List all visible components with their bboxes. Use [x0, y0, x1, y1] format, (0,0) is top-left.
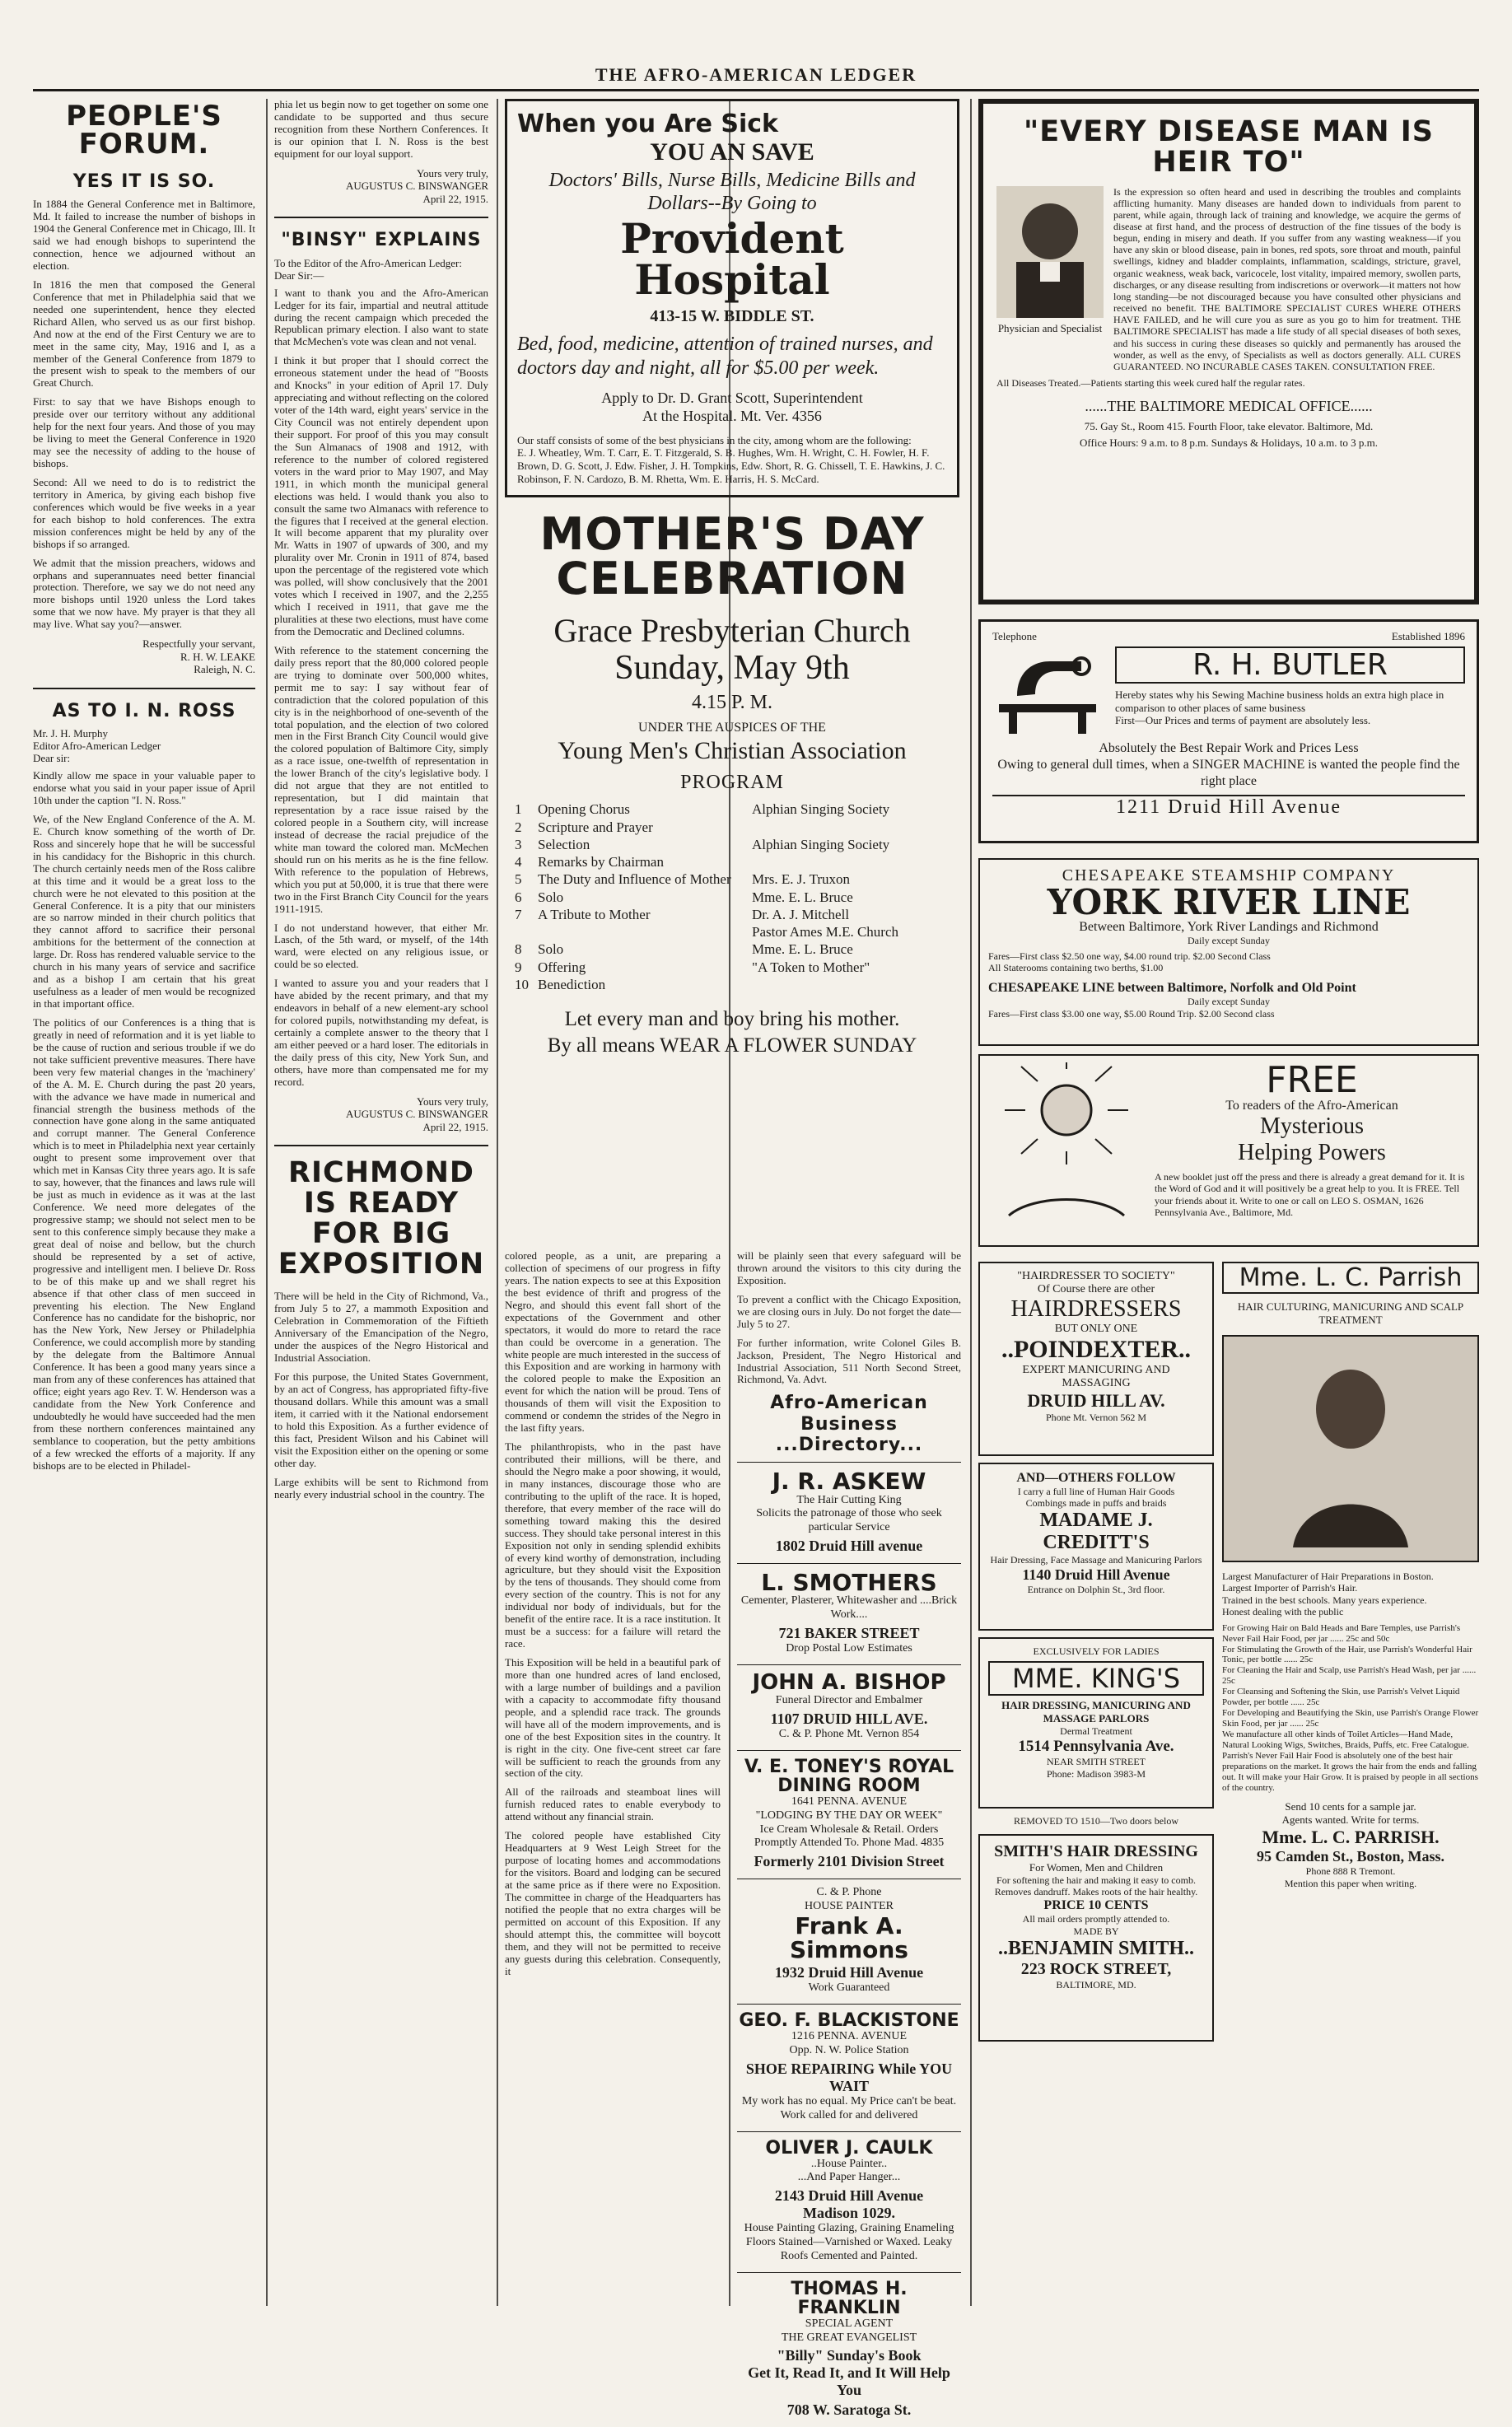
physician-label: Physician and Specialist — [997, 321, 1103, 334]
hospital-address: 413-15 W. BIDDLE ST. — [650, 307, 814, 326]
creditt-entrance: Entrance on Dolphin St., 3rd floor. — [1027, 1583, 1165, 1595]
signature: Respectfully your servant, R. H. W. LEAKE Raleigh, N. C. — [142, 637, 255, 676]
paragraph: We admit that the mission preachers, widows and orphans and superannuates need better financial protection. Therefore, we say we do not need any more bishops until 1920 unless the Lord takes some that we now have. My prayer is that they all may live. What say you?—answer. — [33, 556, 255, 631]
creditt-heading: AND—OTHERS FOLLOW — [1016, 1471, 1176, 1485]
york-river-line: YORK RIVER LINE — [1047, 882, 1411, 922]
directory-item: C. & P. Phone HOUSE PAINTER Frank A. Simmons 1932 Druid Hill Avenue Work Guaranteed — [737, 1879, 961, 2004]
smith-text: For softening the hair and making it easy to comb. Removes dandruff. Makes roots of the hair healthy. — [994, 1874, 1198, 1898]
medical-ad-footer: All Diseases Treated.—Patients starting this week cured half the regular rates. — [996, 377, 1305, 389]
free-title: FREE — [1266, 1059, 1358, 1101]
program-row: 4 Remarks by Chairman — [515, 854, 664, 870]
hospital-apply: Apply to Dr. D. Grant Scott, Superintendent At the Hospital. Mt. Ver. 4356 — [601, 389, 863, 425]
parrish-name: Mme. L. C. PARRISH. — [1262, 1827, 1440, 1848]
program-row: 5 The Duty and Influence of Mother Mrs. E. J. Truxon — [515, 871, 851, 888]
church-name: Grace Presbyterian Church — [553, 612, 911, 650]
program-footer: By all means WEAR A FLOWER SUNDAY — [547, 1034, 917, 1057]
smith-city: BALTIMORE, MD. — [1056, 1978, 1136, 1991]
auspices-line: UNDER THE AUSPICES OF THE — [638, 721, 826, 735]
poindexter-name: ..POINDEXTER.. — [1001, 1336, 1192, 1363]
right-ads-column — [978, 99, 1479, 2306]
creditt-services: Hair Dressing, Face Massage and Manicuring Parlors — [990, 1553, 1202, 1566]
medical-ad-title: "EVERY DISEASE MAN IS HEIR TO" — [1024, 115, 1434, 179]
king-near: NEAR SMITH STREET — [1047, 1756, 1146, 1767]
king-services: HAIR DRESSING, MANICURING AND MASSAGE PARLORS — [1001, 1699, 1191, 1725]
paragraph: will be plainly seen that every safeguard will be thrown around the visitors to this city during the Exposition. — [737, 1249, 961, 1286]
parrish-ad — [1222, 1255, 1479, 2048]
smith-ad — [978, 1834, 1214, 2042]
column-rule — [266, 99, 268, 2306]
signature: Yours very truly, AUGUSTUS C. BINSWANGER April 22, 1915. — [346, 166, 488, 205]
hospital-ad — [505, 99, 959, 497]
paragraph: The colored people have established City Headquarters at 9 West Leigh Street for the purpose of locating homes and accommodations for the visitors. Board and lodging can be secured at the same price as if there were no Exposition. The committee in charge of the Headquarters has notified the people that no extra charges will be permitted on account of this Exposition. If any should attempt this, the committee will boycott them, and they will not be permitted to receive any guests during this celebration. Consequently, it — [505, 1829, 721, 1977]
poindexter-subtitle: Of Course there are other — [1037, 1283, 1155, 1295]
steamship-company: CHESAPEAKE STEAMSHIP COMPANY — [1062, 866, 1396, 884]
hospital-line: When you Are Sick — [517, 110, 778, 138]
peoples-forum-heading: PEOPLE'S FORUM. — [66, 100, 222, 161]
removed-note: REMOVED TO 1510—Two doors below — [1013, 1815, 1179, 1827]
program-heading: PROGRAM — [680, 772, 784, 794]
hairdresser-ads — [978, 1255, 1214, 2048]
hospital-name: Provident Hospital — [620, 214, 844, 305]
chesapeake-line: CHESAPEAKE LINE between Baltimore, Norfolk and Old Point — [988, 980, 1356, 995]
established-label: Established 1896 — [1391, 630, 1465, 642]
medical-office-hours: Office Hours: 9 a.m. to 8 p.m. Sundays & Holidays, 10 a.m. to 3 p.m. — [1080, 436, 1378, 449]
article-heading: YES IT IS SO. — [72, 171, 216, 192]
program-row: 7 A Tribute to Mother Dr. A. J. Mitchell Pastor Ames M.E. Church — [515, 906, 899, 940]
paragraph: This Exposition will be held in a beautiful park of more than one hundred acres of land enclosed, with a large number of buildings and a pavilion with a capacity to accommodate fifty thousand people, and a splendid race track. The grounds will have all of the modern improvements, and is one of the best Exposition sites in the country. It is right in the city. One five-cent street car fare will be sufficient to reach the grounds from any section of the city. — [505, 1656, 721, 1780]
smith-price: PRICE 10 CENTS — [1043, 1897, 1149, 1912]
directory-item: L. SMOTHERS Cementer, Plasterer, Whitewasher and ....Brick Work.... 721 BAKER STREET Drop Postal Low Estimates — [737, 1563, 961, 1664]
hospital-line: Doctors' Bills, Nurse Bills, Medicine Bills and Dollars--By Going to — [548, 170, 916, 214]
butler-slogan: Absolutely the Best Repair Work and Prices Less Owing to general dull times, when a SINGER MACHINE is wanted the people find the right place — [997, 741, 1460, 788]
chesapeake-fares: Fares—First class $3.00 one way, $5.00 Round Trip. $2.00 Second class — [988, 1007, 1275, 1020]
parrish-send: Send 10 cents for a sample jar. — [1285, 1800, 1416, 1813]
directory-item: V. E. TONEY'S ROYAL DINING ROOM 1641 PENNA. AVENUE "LODGING BY THE DAY OR WEEK" Ice Cream Wholesale & Retail. Orders Promptly Attended To. Phone Mad. 4835 Formerly 2101 Division Street — [737, 1750, 961, 1879]
paragraph: I think it but proper that I should correct the erroneous statement under the head of "Boosts and Knocks" in your edition of April 17. Duly appreciating and without reflecting on the colored voter of the 14th ward, eight years' service in the City Council was not entirely dependent upon their support. For proof of this you may consult the Sun Almanacs of 1908 and 1912, with reference to the number of colored registered voters in the ward prior to May 1907, and May 1911, in which month the municipal general elections was held. I would thank you also to consult the same two Almanacs with reference to the figures that I received at the general election. It will become apparent that my plurality over Mr. Watts in 1907 of upwards of 300, and my plurality over Mr. Cronin in 1911 of 874, based upon the percentage of the registered vote which was polled, will show conclusively that the 2001 votes which I received in 1907, and the 2,255 which I received in 1911, that gave me the pluralities at these two elections, must have come from the Democratic and Declined columns. — [274, 354, 488, 637]
article-heading: RICHMOND IS READY FOR BIG EXPOSITION — [278, 1156, 485, 1281]
creditt-address: 1140 Druid Hill Avenue — [1022, 1566, 1170, 1583]
directory-item: GEO. F. BLACKISTONE 1216 PENNA. AVENUE Opp. N. W. Police Station SHOE REPAIRING While YOU WAIT My work has no equal. My Price can't be beat. Work called for and delivered — [737, 2004, 961, 2131]
parrish-agents: Agents wanted. Write for terms. — [1281, 1813, 1420, 1827]
king-ad — [978, 1637, 1214, 1809]
address-block: To the Editor of the Afro-American Ledger: Dear Sir:— — [274, 256, 462, 282]
parrish-text: Largest Manufacturer of Hair Preparations in Boston. Largest Importer of Parrish's Hair. Trained in the best schools. Many years experience. Honest dealing with the public — [1222, 1571, 1434, 1618]
smith-mail: All mail orders promptly attended to. — [1022, 1912, 1170, 1925]
paragraph: We, of the New England Conference of the A. M. E. Church know something of the worth of Dr. Ross and sincerely hope that he will be successful in his candidacy for the Bishopric in this church. The church certainly needs men of the Ross calibre at this time and it would be a great loss to the church were he not elevated to this position at the General Conference. It is a pity that our ministers are so narrow minded in their church politics that they cannot afford to sacrifice their personal ambitions for the betterment of the connection at large. Dr. Ross has rendered valuable service to the church in his many years of service and sacrifice and as a bishop I am certain that his great usefulness as a leader of men would be recognized in that important office. — [33, 812, 255, 1010]
creditt-name: MADAME J. CREDITT'S — [1039, 1509, 1153, 1553]
parrish-title: Mme. L. C. Parrish — [1222, 1262, 1479, 1294]
medical-ad-text: Is the expression so often heard and used in describing the troubles and complaints afflicting humanity. Many diseases are handed down to individuals from parent to parent, while again, through lack of training and knowledge, we acquire the germs of disease at first hand, and the process of destruction of the fine tissues of the body is begun, ending in misery and death. If you suffer from any wasting weakness—if you have any skin or blood disease, pain in bones, red spots, sore throat and mouth, painful swellings, kidney and bladder complaints, inflammation, scaldings, stricture, gravel, organic weakness, weak back, varicocele, lost vitality, impaired memory, swollen parts, discharges, or any disease resulting from indiscretions or overwork—it matters not how long standing—be not discouraged because you have consulted other physicians and received no benefit. THE BALTIMORE SPECIALIST CURES WHERE OTHERS HAVE FAILED, and he will cure you as sure as you go to him for treatment. THE BALTIMORE SPECIALIST has made a life study of all special diseases of both sexes, and his success in curing these diseases so quickly and permanently has aroused the wonder, as well as the envy, of Specialists as well as doctors generally. ALL CURES GUARANTEED. NO INCURABLE CASES TAKEN. CONSULTATION FREE. — [1113, 185, 1461, 372]
smith-made-by: MADE BY — [1073, 1925, 1119, 1937]
poindexter-title: "HAIRDRESSER TO SOCIETY" — [1017, 1270, 1175, 1282]
hospital-line: YOU AN SAVE — [650, 138, 814, 166]
paragraph: I do not understand however, that either Mr. Lasch, of the 5th ward, or myself, of the 14th ward, were elected on any religious issue, or could be so elected. — [274, 921, 488, 971]
steamship-ad — [978, 858, 1479, 1046]
medical-office-address: 75. Gay St., Room 415. Fourth Floor, take elevator. Baltimore, Md. — [1084, 420, 1374, 432]
second-column — [274, 99, 488, 2306]
religious-sunburst-icon — [988, 1062, 1145, 1230]
article-heading: "BINSY" EXPLAINS — [281, 230, 482, 251]
smith-title: SMITH'S HAIR DRESSING — [994, 1842, 1198, 1860]
mothers-day-title: MOTHER'S DAY CELEBRATION — [539, 508, 925, 605]
paragraph: I want to thank you and the Afro-American Ledger for its fair, impartial and neutral attitude during the recent campaign which preceded the Republican primary election. I also want to state that McMechen's vote was clean and not venal. — [274, 286, 488, 348]
king-phone: Phone: Madison 3983-M — [1047, 1768, 1146, 1780]
program-row: 2 Scripture and Prayer — [515, 819, 653, 835]
address-block: Mr. J. H. Murphy Editor Afro-American Ledger Dear sir: — [33, 727, 161, 765]
smith-address: 223 ROCK STREET, — [1020, 1959, 1172, 1978]
king-treatment: Dermal Treatment — [1060, 1725, 1132, 1737]
woman-portrait-icon — [1276, 1350, 1425, 1547]
program-row: 9 Offering "A Token to Mother" — [515, 959, 870, 975]
masthead: THE AFRO-AMERICAN LEDGER — [33, 64, 1479, 91]
hospital-staff: Our staff consists of some of the best physicians in the city, among whom are the following: E. J. Wheatley, Wm. T. Carr, E. T. Fitzgerald, S. B. Hughes, Wm. H. Wright, C. H. Fowler, H. F. Brown, D. G. Scott, J. Edw. Fisher, J. H. Tompkins, Edw. Short, R. G. Chissell, T. E. Hawkins, J. C. Robinson, F. N. Cardozo, B. M. Rhetta, Wm. E. Harris, H. S. McCard. — [517, 433, 945, 485]
poindexter-phone: Phone Mt. Vernon 562 M — [1045, 1412, 1147, 1423]
parrish-photo — [1222, 1335, 1479, 1562]
column-rule — [970, 99, 972, 2306]
butler-address: 1211 Druid Hill Avenue — [992, 795, 1465, 819]
poindexter-heading: HAIRDRESSERS — [1010, 1296, 1182, 1322]
parrish-address: 95 Camden St., Boston, Mass. — [1256, 1848, 1445, 1865]
butler-text: Hereby states why his Sewing Machine business holds an extra high place in comparison to other places of same business First—Our Prices and terms of payment are absolutely less. — [1115, 688, 1444, 727]
directory-item: JOHN A. BISHOP Funeral Director and Embalmer 1107 DRUID HILL AVE. C. & P. Phone Mt. Vernon 854 — [737, 1664, 961, 1750]
free-booklet-ad — [978, 1054, 1479, 1247]
poindexter-address: DRUID HILL AV. — [1027, 1390, 1165, 1411]
butler-name: R. H. BUTLER — [1115, 646, 1465, 684]
event-date: Sunday, May 9th — [614, 649, 850, 688]
free-subtitle: To readers of the Afro-American — [1225, 1099, 1398, 1113]
medical-ad — [978, 99, 1479, 604]
program-row: 6 Solo Mme. E. L. Bruce — [515, 889, 853, 905]
ymca-name: Young Men's Christian Association — [558, 737, 907, 765]
creditt-ad — [978, 1463, 1214, 1631]
creditt-text: I carry a full line of Human Hair Goods Combings made in puffs and braids — [1017, 1486, 1175, 1510]
king-address: 1514 Pennsylvania Ave. — [1018, 1738, 1174, 1755]
paragraph: phia let us begin now to get together on some one candidate to be supported and thus secure recognition from these Northern Conferences. It is our opinion that I. N. Ross is the best equipment for our loyal support. — [274, 98, 488, 160]
paragraph: All of the railroads and steamboat lines will furnish reduced rates to enable everybody to attend without any financial strain. — [505, 1785, 721, 1823]
paragraph: I wanted to assure you and your readers that I have abided by the recent primary, and that my endeavors in behalf of a new element-ary school for colored pupils, notwithstanding my defeat, is certainly a complete answer to the theory that I am either peeved or a hard loser. The editorials in the daily press of this city, New York Sun, and others, have more than compensated me for my record. — [274, 977, 488, 1088]
free-helping-powers: Helping Powers — [1238, 1140, 1386, 1165]
york-fares: Fares—First class $2.50 one way, $4.00 round trip. $2.00 Second Class All Staterooms containing two berths, $1.00 — [988, 950, 1271, 974]
king-top: EXCLUSIVELY FOR LADIES — [1033, 1645, 1160, 1657]
program-row: 1 Opening Chorus Alphian Singing Society — [515, 801, 890, 818]
paragraph: For further information, write Colonel Giles B. Jackson, President, The Negro Historical and Industrial Association, 511 North Second Street, Richmond, Va. Advt. — [737, 1336, 961, 1386]
paragraph: The politics of our Conferences is a thing that is greatly in need of reformation and it is yet liable to be the cause of ruction and serious trouble if we do not take sufficient preventive measures. There have been very few material changes in the 'machinery' of the A. M. E. Church during the past 20 years, with the advance we have made in numerical and financial strength the business methods of the connection have gone along in the same antiquated and corrupt manner. The General Conference which is to meet in Philadelphia next year certainly ought to present some improvement over that which met in Kansas City three years ago. It is safe to say, however, that the finances and laws rule will be just as much in evidence as it was at the last Conference. We need more delegates of the progressive stamp; we should not select men to be sent to this conference simply because they make a great deal of noise and bellow, but the church should be represented by a set of active, progressive and intelligent men. I believe Dr. Ross to be of this make up and we shall regret his absence if that other class of men succeed in preventing his election. The New England Conference has no candidate for the bishopric, nor has the New York, New Jersey or Philadelphia Conference, we could accomplish more by standing by the delegate from the Baltimore Annual Conference. It has been a good many years since a man from any of these conferences has attained that office; eight years ago Rev. T. W. Henderson was a candidate from the New York Conference and undoubtedly he would have succeeded had the men from these northern conferences maintained any semblance to cooperation, but the petty ambitions of a few wrecked the efforts of a majority. If any bishops are to be elected in Philadel- — [33, 1015, 255, 1472]
parrish-subtitle: HAIR CULTURING, MANICURING AND SCALP TREATMENT — [1237, 1300, 1464, 1326]
program-row: 8 Solo Mme. E. L. Bruce — [515, 941, 853, 958]
peoples-forum-column — [33, 99, 255, 2306]
smith-name: ..BENJAMIN SMITH.. — [997, 1937, 1195, 1959]
mothers-day-program — [505, 508, 959, 1057]
telephone-label: Telephone — [992, 630, 1037, 642]
directory-item: OLIVER J. CAULK ..House Painter.. ...And Paper Hanger... 2143 Druid Hill Avenue Madison 1029. House Painting Glazing, Graining Enameling Floors Stained—Varnished or Waxed. Leaky Roofs Cemented and Painted. — [737, 2131, 961, 2272]
york-route: Between Baltimore, York River Landings and Richmond — [1079, 920, 1379, 934]
program-list — [515, 800, 950, 993]
program-row: 3 Selection Alphian Singing Society — [515, 836, 890, 852]
paragraph: To prevent a conflict with the Chicago Exposition, we are closing ours in July. Do not forget the date—July 5 to 27. — [737, 1292, 961, 1330]
center-ads — [505, 99, 959, 1244]
program-footer: Let every man and boy bring his mother. — [564, 1008, 900, 1031]
medical-office: ......THE BALTIMORE MEDICAL OFFICE...... — [1085, 398, 1373, 414]
paragraph: There will be held in the City of Richmond, Va., from July 5 to 27, a mammoth Exposition and Celebration in Commemoration of the Fiftieth Anniversary of the Emancipation of the Negro, under the auspices of the Negro Historical and Industrial Association. — [274, 1290, 488, 1365]
paragraph: For this purpose, the United States Government, by an act of Congress, has appropriated fifty-five thousand dollars. While this amount was a small item, it carried with it the National endorsement to hold this Exposition. As a further evidence of this fact, President Wilson and his Cabinet will visit the Exposition either on the opening or some other day. — [274, 1370, 488, 1469]
paragraph: The philanthropists, who in the past have contributed their millions, will be there, and should the Negro make a poor showing, it would, in many instances, discourage those who are contributing to the uplift of the race. It is hoped, therefore, that every member of the race will do something toward making this the desired success. They should take personal interest in this Exposition not only in sending splendid exhibits of every kind worthy of demonstration, including agriculture, but they should visit the Exposition by the tens of thousands. They should come from every section of the country. This is not for any individual nor body of individuals, but for the benefit of the entire race. It is a race institution. It must be a success: for a failure will retard the race. — [505, 1440, 721, 1650]
signature: Yours very truly, AUGUSTUS C. BINSWANGER April 22, 1915. — [346, 1094, 488, 1133]
parrish-note: Mention this paper when writing. — [1284, 1878, 1417, 1890]
physician-portrait-icon — [996, 186, 1104, 318]
free-text: A new booklet just off the press and there is already a great demand for it. It is the Word of God and it will positively be a great help to you. It is FREE. Tell your friends about it. Write to one or call on LEO S. OSMAN, 1626 Pennsylvania Ave., Baltimore, Md. — [1155, 1171, 1465, 1219]
column-rule — [497, 99, 498, 2306]
directory-item: J. R. ASKEW The Hair Cutting King Solicits the patronage of those who seek particular Service 1802 Druid Hill avenue — [737, 1462, 961, 1563]
king-name: MME. KING'S — [988, 1661, 1204, 1696]
smith-subtitle: For Women, Men and Children — [1029, 1861, 1164, 1874]
directory-item: THOMAS H. FRANKLIN SPECIAL AGENT THE GREAT EVANGELIST "Billy" Sunday's Book Get It, Read It, and It Will Help You 708 W. Saratoga St. — [737, 2272, 961, 2427]
event-time: 4.15 P. M. — [691, 692, 773, 714]
paragraph: Kindly allow me space in your valuable paper to endorse what you said in your paper issue of April 10th under the caption "I. N. Ross." — [33, 769, 255, 806]
paragraph: Large exhibits will be sent to Richmond from nearly every industrial school in the country. The — [274, 1475, 488, 1501]
chesapeake-daily: Daily except Sunday — [1188, 995, 1270, 1007]
paragraph: First: to say that we have Bishops enough to preside over our territory without any additional help for the next four years. And those of you may be living to meet the General Conference in 1920 may see the necessity of adding to the house of bishops. — [33, 395, 255, 470]
paragraph: colored people, as a unit, are preparing a collection of specimens of our progress in fifty years. The nation expects to see at this Exposition the best evidence of thrift and progress of the Negro, and should this event fall short of the expectations of the Government and other spectators, it would do more to retard the race than could be overcome in a generation. The white people are much interested in the success of this Exposition and are working in harmony with the colored people to make the Exposition an event for which the nation will be proud. Tens of thousands of them will visit the Exposition to commend or condemn the strides of the Negro in the last fifty years. — [505, 1249, 721, 1435]
article-heading: AS TO I. N. ROSS — [52, 701, 236, 722]
poindexter-services: EXPERT MANICURING AND MASSAGING — [1022, 1364, 1170, 1389]
physician-portrait — [996, 186, 1104, 373]
third-column — [505, 1250, 721, 2304]
poindexter-ad — [978, 1262, 1214, 1456]
paragraph: Second: All we need to do is to redistrict the territory in America, by giving each bishop five conferences which would be five weeks in a year for each bishop to hold conferences. The extra mission conferences might be held by any of the bishops if so arranged. — [33, 475, 255, 550]
poindexter-note: BUT ONLY ONE — [1054, 1323, 1138, 1335]
directory-title: Afro-American Business ...Directory... — [770, 1393, 928, 1455]
parrish-phone: Phone 888 R Tremont. — [1305, 1865, 1396, 1878]
free-mysterious: Mysterious — [1260, 1113, 1364, 1139]
paragraph: With reference to the statement concerning the daily press report that the 80,000 colored people are trying to dominate over 500,000 whites, permit me to say: I say without fear of contradiction that the colored population of this city is in the neighborhood of one-seventh of the total population, and the election of two colored men in the First Branch City Council would give the colored population of Baltimore City, simply as a race issue, one-twelfth of representation in the lower Branch of the city's legislative body. I did not argue that they are not entitled to representation, but I did maintain that representation by a race issue raised by the colored people in a Southern city, will increase instead of decrease the racial prejudice of the white man toward the colored man. McMechen should run on his merits as he is the fine fellow. With reference to the population of Hebrews, which you put at 50,000, it is true that there were two in the First Branch City Council for the years 1911-1915. — [274, 643, 488, 915]
hospital-copy: Bed, food, medicine, attention of trained nurses, and doctors day and night, all for $5.00 per week. — [517, 334, 933, 379]
paragraph: In 1816 the men that composed the General Conference that met in Philadelphia said that we needed one superintendent, hence they elected Richard Allen, who served us as our first bishop. And now at the end of the First Century we are to meet in the same city, May, 1916 and I, as a member of the General Conference from 1879 to the present wish to speak to the members of our Great Church. — [33, 278, 255, 390]
program-row: 10 Benediction — [515, 976, 606, 992]
paragraph: In 1884 the General Conference met in Baltimore, Md. It failed to increase the number of bishops in 1904 the General Conference met in Chicago, Ill. It said we had enough bishops to superintend the connection, hence we adjourned without an election. — [33, 198, 255, 272]
business-directory-column — [737, 1249, 961, 2419]
lower-right-ads — [978, 1255, 1479, 2048]
parrish-items: For Growing Hair on Bald Heads and Bare Temples, use Parrish's Never Fail Hair Food, per jar ...... 25c and 50c For Stimulating the Growth of the Hair, use Parrish's Wonderful Hair Tonic, per bottle ...... 25c For Cleaning the Hair and Scalp, use Parrish's Head Wash, per jar ...... 25c For Cleansing and Softening the Skin, use Parrish's Velvet Liquid Powder, per bottle ...... 25c For Developing and Beautifying the Skin, use Parrish's Orange Flower Skin Food, per jar ...... 25c We manufacture all other kinds of Toilet Articles—Hand Made, Natural Looking Wigs, Switches, Braids, Puffs, etc. Free Catalogue. Parrish's Never Fail Hair Food is absolutely one of the best hair preparations on the market. It grows the hair from the ends and falling out. It will make your Hair Grow. It is praised by people in all sections of the country. — [1222, 1622, 1479, 1794]
sewing-machine-icon — [992, 646, 1104, 735]
york-daily: Daily except Sunday — [1188, 935, 1270, 946]
butler-ad — [978, 619, 1479, 843]
